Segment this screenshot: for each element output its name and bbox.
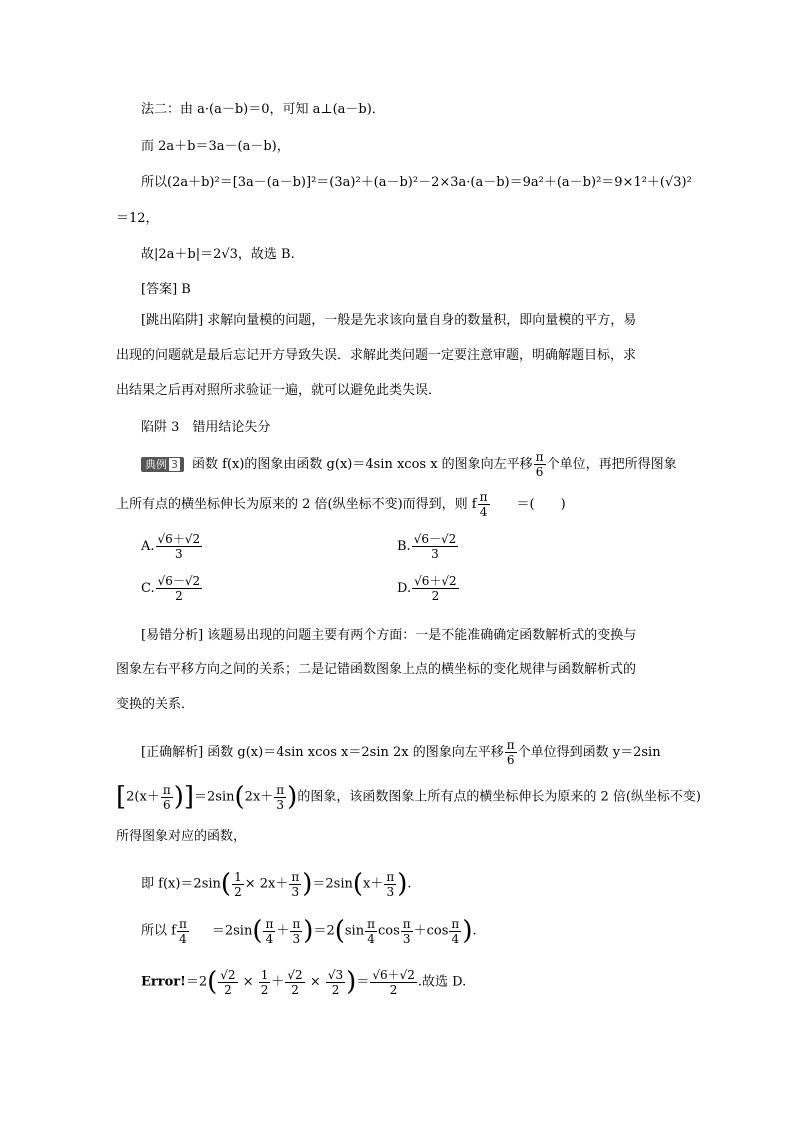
text-line: 图象左右平移方向之间的关系；二是记错函数图象上点的横坐标的变化规律与函数解析式的 [116, 662, 637, 677]
text-line: 出结果之后再对照所求验证一遍，就可以避免此类失误． [116, 383, 442, 398]
text-line: [易错分析] 该题易出现的问题主要有两个方面：一是不能准确确定函数解析式的变换与 [141, 628, 637, 643]
text-line: 而 2a＋b＝3a－(a－b)， [141, 139, 290, 154]
text-line: 即 f(x)＝2sin( $\frac{1}{2}$ × 2x＋ $\frac{\pi}{3}$ )＝2sin(x＋ $\frac{\pi}{3}$ ). [141, 869, 412, 899]
option-b: B. $\frac{√6-√2}{3}$ [397, 532, 457, 561]
text-line: [正确解析] 函数 g(x)＝4sin xcos x＝2sin 2x 的图象向左平移 $\frac{\pi}{6}$ 个单位得到函数 y＝2sin [141, 738, 661, 767]
fraction: $\frac{\pi}{6}$ [535, 450, 544, 479]
answer-line: [答案] B [141, 282, 191, 297]
text-line: 所得图象对应的函数， [116, 829, 247, 844]
option-c: C. $\frac{√6-√2}{2}$ [141, 574, 201, 603]
text-line: 所以(2a＋b)²＝[3a－(a－b)]²＝(3a)²＋(a－b)²－2×3a·(a－b)＝9a²＋(a－b)²＝9×1²＋(√3)² [141, 175, 692, 190]
text-line: 出现的问题就是最后忘记开方导致失误．求解此类问题一定要注意审题，明确解题目标，求 [116, 348, 637, 363]
text-line: 上所有点的横坐标伸长为原来的 2 倍(纵坐标不变)而得到，则 f $\frac{\pi}{4}$ ＝( ) [116, 490, 566, 519]
text-line: [2(x＋ $\frac{\pi}{6}$ )]＝2sin(2x＋ $\frac{\pi}{3}$ )的图象，该函数图象上所有点的横坐标伸长为原来的 2 倍(纵坐标不变) [116, 782, 702, 812]
section-heading: 陷阱 3 错用结论失分 [141, 420, 271, 435]
text-line: [跳出陷阱] 求解向量模的问题，一般是先求该向量自身的数量积，即向量模的平方，易 [141, 313, 637, 328]
fraction: $\frac{\pi}{4}$ [479, 490, 488, 519]
option-a: A. $\frac{√6+√2}{3}$ [141, 532, 201, 561]
text-line: ＝12， [116, 211, 159, 226]
text-line: 所以 f $\frac{\pi}{4}$ ＝2sin( $\frac{\pi}{4}$ ＋ $\frac{\pi}{3}$ )＝2(sin $\frac{\pi}{4}$ cos $\frac{\pi}{3}$ ＋cos $\frac{\pi}{4}$ ). [141, 916, 477, 946]
text-line: 变换的关系． [116, 697, 195, 712]
example-line: 典例 3 函数 f(x)的图象由函数 g(x)＝4sin xcos x 的图象向左平移 $\frac{\pi}{6}$ 个单位，再把所得图象 [141, 448, 721, 482]
text-line: Error!＝2( $\frac{√2}{2}$ × $\frac{1}{2}$ ＋ $\frac{√2}{2}$ × $\frac{√3}{2}$ )＝ $\frac{√6+√2}{2}$ .故选 D. [141, 967, 467, 997]
option-d: D. $\frac{√6+√2}{2}$ [397, 574, 457, 603]
text-line: 故|2a＋b|＝2√3，故选 B. [141, 247, 295, 262]
example-badge: 典例 3 [141, 457, 184, 472]
text-line: 法二：由 a·(a－b)＝0，可知 a⊥(a－b)． [141, 102, 385, 117]
